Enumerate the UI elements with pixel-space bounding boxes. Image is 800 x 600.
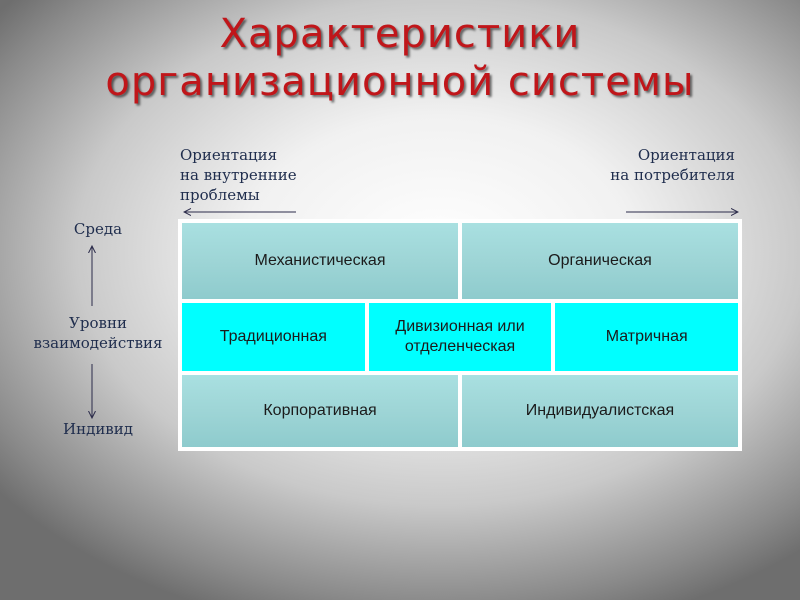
orientation-internal-line-1: Ориентация: [180, 146, 278, 164]
cell-corporate: Корпоративная: [182, 375, 458, 447]
orientation-internal-label: [180, 145, 350, 205]
slide-title: [0, 10, 800, 106]
level-interaction-label: [18, 313, 178, 353]
table-row-corporate-individualist: [182, 375, 738, 447]
orientation-internal-line-3: проблемы: [180, 186, 260, 204]
cell-individualist: Индивидуалистская: [462, 375, 738, 447]
cell-matrix: Матричная: [555, 303, 738, 371]
organization-types-table: [178, 219, 742, 451]
cell-traditional: Традиционная: [182, 303, 365, 371]
cell-divisional: Дивизионная или отделенческая: [369, 303, 552, 371]
table-row-structure-types: [182, 303, 738, 371]
cell-mechanistic: Механистическая: [182, 223, 458, 299]
level-individual-label: Индивид: [63, 420, 133, 438]
level-environment-label: Среда: [73, 220, 123, 238]
orientation-customer-line-2: на потребителя: [610, 166, 735, 184]
orientation-internal-line-2: на внутренние: [180, 166, 297, 184]
orientation-customer-line-1: Ориентация: [637, 146, 735, 164]
cell-organic: Органическая: [462, 223, 738, 299]
slide-title-line-2: организационной системы: [105, 59, 695, 105]
table-row-mechanistic-organic: [182, 223, 738, 299]
slide-title-line-1: Характеристики: [219, 11, 581, 57]
orientation-customer-label: [560, 145, 735, 185]
level-interaction-line-1: Уровни: [69, 314, 127, 332]
level-interaction-line-2: взаимодействия: [33, 334, 163, 352]
